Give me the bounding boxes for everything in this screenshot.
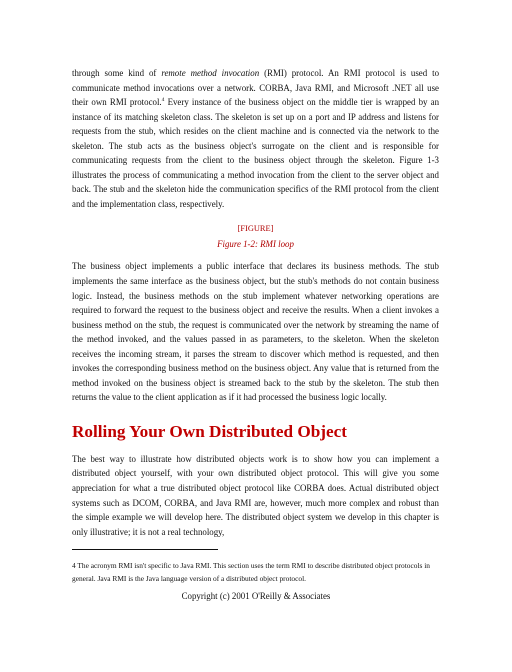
body-paragraph-3: The best way to illustrate how distributed objects work is to show how you can implement a distributed object yourself, with your own distributed object protocol. This will give you some appreciation for what a true distributed object protocol like CORBA does. Actual distributed object systems such as DCOM, CORBA, and Java RMI are, however, much more complex and robust than the simple example we will develop here. The distributed object system we develop in this chapter is only illustrative; it is not a real technology, bbox=[72, 453, 439, 537]
copyright-footer: Copyright (c) 2001 O'Reilly & Associates bbox=[181, 591, 331, 601]
section-heading: Rolling Your Own Distributed Object bbox=[72, 421, 348, 441]
figure-placeholder: [FIGURE] bbox=[237, 224, 274, 234]
footnote-reference: 4 bbox=[161, 97, 165, 104]
paragraph-1-text-middle: (RMI) protocol. An RMI protocol is used to communicate method invocations over a network. CORBA, Java RMI, and Microsoft .NET all use their own RMI protocol. bbox=[72, 68, 440, 108]
page-body bbox=[72, 66, 439, 539]
paragraph-1-text-start: through some kind of bbox=[72, 68, 162, 78]
figure-caption: Figure 1-2: RMI loop bbox=[217, 238, 294, 249]
body-paragraph-1 bbox=[72, 66, 439, 211]
rmi-emphasis: remote method invocation bbox=[161, 68, 260, 78]
footnote-text: 4 The acronym RMI isn't specific to Java RMI. This section uses the term RMI to describe distributed object protocols in general. Java RMI is the Java language version of a distributed object protocol. bbox=[72, 561, 431, 583]
footnote-divider bbox=[72, 549, 218, 550]
paragraph-1-text-end: Every instance of the business object on the middle tier is wrapped by an instance of its matching skeleton class. The skeleton is set up on a port and IP address and listens for requests from the stub, which resides on the client machine and is connected via the network to the skeleton. The stub acts as the business object's surrogate on the client and is responsible for communicating requests from the client to the business object through the skeleton. Figure 1-3 illustrates the process of communicating a method invocation from the client to the server object and back. The stub and the skeleton hide the communication specifics of the RMI protocol from the client and the implementation class, respectively. bbox=[72, 97, 440, 209]
body-paragraph-2: The business object implements a public interface that declares its business methods. The stub implements the same interface as the business object, but the stub's methods do not contain business logic. Instead, the business methods on the stub implement whatever networking operations are required to forward the request to the business object and receive the results. When a client invokes a business method on the stub, the request is communicated over the network by streaming the name of the method invoked, and the values passed in as parameters, to the skeleton. When the skeleton receives the incoming stream, it parses the stream to discover which method is requested, and then invokes the corresponding business method on the business object. Any value that is returned from the method invoked on the business object is streamed back to the stub by the skeleton. The stub then returns the value to the client application as if it had processed the business logic locally. bbox=[72, 261, 439, 403]
